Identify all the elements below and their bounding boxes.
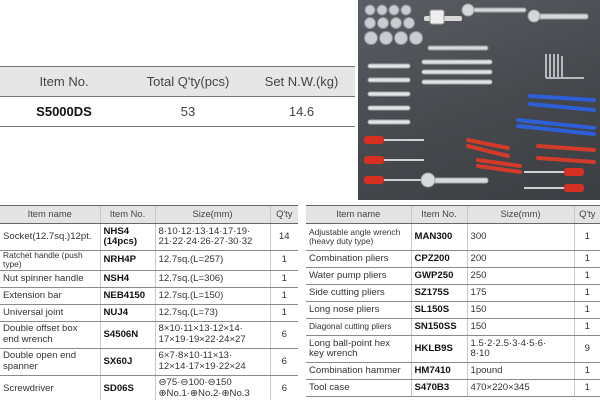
qty-cell: 1: [270, 304, 298, 321]
qty-cell: 6: [270, 348, 298, 375]
table-row: [306, 268, 600, 285]
left-header-size: Size(mm): [155, 206, 270, 224]
qty-cell: 6: [270, 375, 298, 400]
size-cell: 1pound: [467, 363, 574, 380]
qty-cell: 1: [270, 251, 298, 271]
spanner-icon: [368, 64, 410, 124]
qty-cell: 9: [574, 336, 600, 363]
summary-header-net-weight: Set N.W.(kg): [248, 67, 355, 97]
size-cell: 470×220×345: [467, 380, 574, 397]
item-name-cell: Long ball-point hex key wrench: [306, 336, 411, 363]
qty-cell: 1: [574, 302, 600, 319]
item-no-cell: HM7410: [411, 363, 467, 380]
summary-header-row: [0, 67, 355, 97]
summary-item-no: S5000DS: [0, 97, 128, 127]
item-name-cell: Double open end spanner: [0, 348, 100, 375]
item-no-cell: NSH4: [100, 270, 155, 287]
left-header-row: [0, 206, 298, 224]
qty-cell: 1: [574, 268, 600, 285]
size-cell: ⊖75·⊖100·⊖150 ⊕No.1·⊕No.2·⊕No.3: [155, 375, 270, 400]
item-no-cell: SZ175S: [411, 285, 467, 302]
item-no-cell: SL150S: [411, 302, 467, 319]
table-row: [0, 270, 298, 287]
screwdriver-icon: [364, 136, 584, 192]
table-row: [306, 319, 600, 336]
qty-cell: 1: [574, 224, 600, 251]
summary-header-item-no: Item No.: [0, 67, 128, 97]
size-cell: 6×7·8×10·11×13· 12×14·17×19·22×24: [155, 348, 270, 375]
table-row: [0, 304, 298, 321]
item-name-cell: Side cutting pliers: [306, 285, 411, 302]
table-row: [306, 285, 600, 302]
table-row: [0, 348, 298, 375]
qty-cell: 1: [574, 380, 600, 397]
table-row: [306, 336, 600, 363]
right-header-row: [306, 206, 600, 224]
item-name-cell: Nut spinner handle: [0, 270, 100, 287]
left-header-qty: Q'ty: [270, 206, 298, 224]
item-name-cell: Screwdriver: [0, 375, 100, 400]
item-name-cell: Diagonal cutting pliers: [306, 319, 411, 336]
size-cell: 300: [467, 224, 574, 251]
item-name-cell: Extension bar: [0, 287, 100, 304]
summary-table: [0, 66, 355, 127]
size-cell: 12.7sq.(L=306): [155, 270, 270, 287]
table-row: [306, 380, 600, 397]
item-name-cell: Long nose pliers: [306, 302, 411, 319]
table-row: [0, 224, 298, 251]
size-cell: 250: [467, 268, 574, 285]
item-no-cell: NRH4P: [100, 251, 155, 271]
size-cell: 8×10·11×13·12×14· 17×19·19×22·24×27: [155, 321, 270, 348]
table-row: [306, 302, 600, 319]
item-name-cell: Water pump pliers: [306, 268, 411, 285]
size-cell: 200: [467, 251, 574, 268]
summary-value-row: [0, 97, 355, 127]
right-header-item-no: Item No.: [411, 206, 467, 224]
summary-net-weight: 14.6: [248, 97, 355, 127]
item-no-cell: NHS4 (14pcs): [100, 224, 155, 251]
offset-wrench-icon: [422, 60, 492, 84]
qty-cell: 14: [270, 224, 298, 251]
table-row: [306, 224, 600, 251]
tool-set-photo: [358, 0, 600, 200]
left-table-body: [0, 224, 298, 400]
item-no-cell: HKLB9S: [411, 336, 467, 363]
table-row: [0, 375, 298, 400]
qty-cell: 1: [574, 363, 600, 380]
item-no-cell: GWP250: [411, 268, 467, 285]
item-no-cell: SX60J: [100, 348, 155, 375]
right-header-qty: Q'ty: [574, 206, 600, 224]
qty-cell: 1: [574, 319, 600, 336]
right-header-size: Size(mm): [467, 206, 574, 224]
hammer-icon: [424, 10, 462, 24]
qty-cell: 6: [270, 321, 298, 348]
right-table-body: [306, 224, 600, 397]
item-no-cell: NEB4150: [100, 287, 155, 304]
table-row: [0, 321, 298, 348]
table-row: [306, 363, 600, 380]
item-no-cell: MAN300: [411, 224, 467, 251]
water-pump-pliers-icon: [518, 96, 594, 134]
summary-header-total-qty: Total Q'ty(pcs): [128, 67, 248, 97]
right-item-table: [306, 205, 600, 397]
table-row: [0, 287, 298, 304]
item-name-cell: Double offset box end wrench: [0, 321, 100, 348]
item-no-cell: NUJ4: [100, 304, 155, 321]
item-no-cell: SN150SS: [411, 319, 467, 336]
left-header-item-name: Item name: [0, 206, 100, 224]
ratchet-handle-icon: [428, 4, 588, 50]
hex-key-icon: [546, 54, 584, 78]
size-cell: 150: [467, 319, 574, 336]
item-name-cell: Combination pliers: [306, 251, 411, 268]
qty-cell: 1: [270, 287, 298, 304]
item-no-cell: S4506N: [100, 321, 155, 348]
item-name-cell: Combination hammer: [306, 363, 411, 380]
adjustable-wrench-icon: [421, 173, 488, 187]
left-header-item-no: Item No.: [100, 206, 155, 224]
sockets-icon: [365, 5, 423, 45]
size-cell: 8·10·12·13·14·17·19· 21·22·24·26·27·30·32: [155, 224, 270, 251]
item-no-cell: CPZ200: [411, 251, 467, 268]
pliers-icon: [468, 140, 594, 172]
size-cell: 12.7sq.(L=150): [155, 287, 270, 304]
qty-cell: 1: [574, 251, 600, 268]
qty-cell: 1: [270, 270, 298, 287]
left-item-table: [0, 205, 298, 400]
size-cell: 150: [467, 302, 574, 319]
item-name-cell: Ratchet handle (push type): [0, 251, 100, 271]
item-no-cell: S470B3: [411, 380, 467, 397]
size-cell: 175: [467, 285, 574, 302]
item-name-cell: Universal joint: [0, 304, 100, 321]
size-cell: 12.7sq.(L=73): [155, 304, 270, 321]
size-cell: 12.7sq.(L=257): [155, 251, 270, 271]
summary-total-qty: 53: [128, 97, 248, 127]
table-row: [0, 251, 298, 271]
right-header-item-name: Item name: [306, 206, 411, 224]
item-no-cell: SD06S: [100, 375, 155, 400]
size-cell: 1.5·2·2.5·3·4·5·6· 8·10: [467, 336, 574, 363]
table-row: [306, 251, 600, 268]
item-name-cell: Tool case: [306, 380, 411, 397]
qty-cell: 1: [574, 285, 600, 302]
tool-set-illustration: [358, 0, 600, 200]
item-name-cell: Adjustable angle wrench (heavy duty type): [306, 224, 411, 251]
item-name-cell: Socket(12.7sq.)12pt.: [0, 224, 100, 251]
